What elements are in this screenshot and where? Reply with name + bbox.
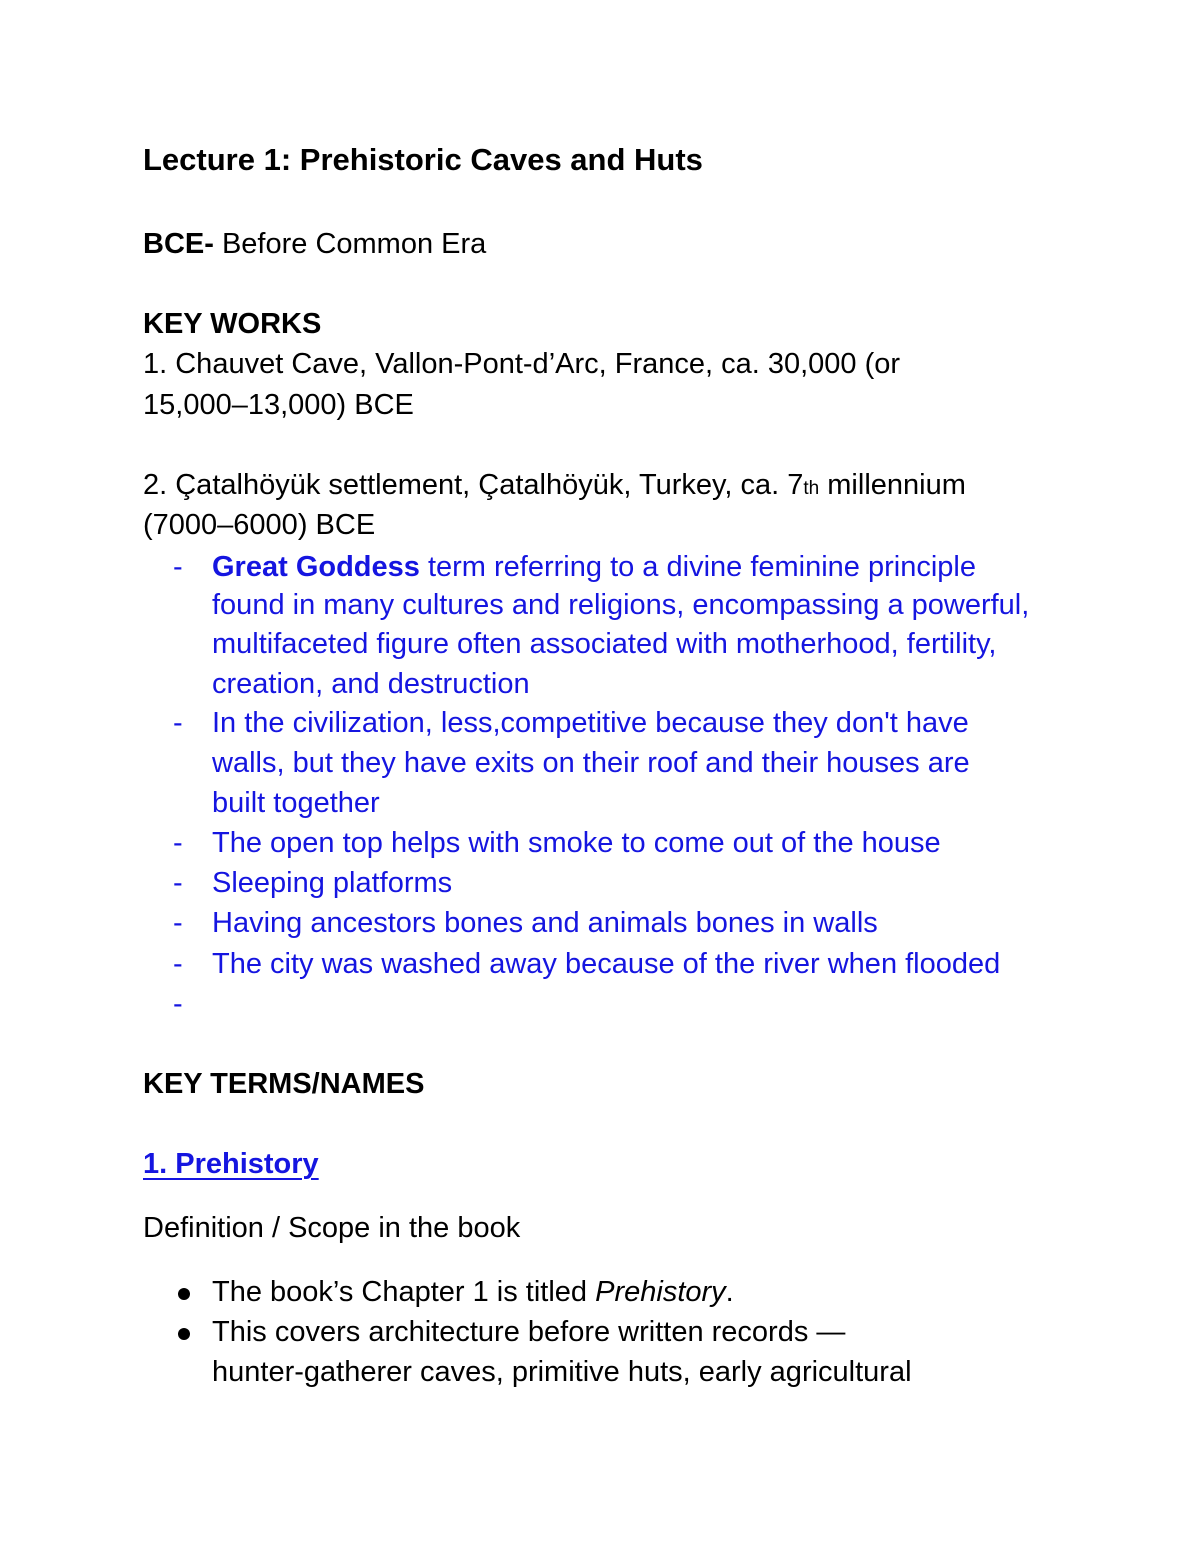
bce-text: Before Common Era [213,228,487,260]
note-dash: - [173,907,183,939]
key-terms-heading: KEY TERMS/NAMES [143,1068,425,1100]
bullet-icon [178,1288,190,1300]
bullet1-text-a: The book’s Chapter 1 is titled [212,1276,596,1308]
work2-text-b: millennium [819,469,966,501]
bce-definition [143,224,486,264]
prehistory-heading-link[interactable]: 1. Prehistory [143,1148,319,1180]
note-city: The city was washed away because of the river when flooded [212,948,1001,980]
note-great-goddess-l4: creation, and destruction [212,668,530,700]
page-title: Lecture 1: Prehistoric Caves and Huts [143,142,703,177]
bullet1-italic: Prehistory [595,1276,726,1308]
note-dash: - [173,827,183,859]
definition-label: Definition / Scope in the book [143,1212,521,1244]
work2-text-a: 2. Çatalhöyük settlement, Çatalhöyük, Turkey, ca. 7 [143,469,804,501]
note-dash-empty: - [173,988,183,1020]
key-works-heading: KEY WORKS [143,308,322,340]
bullet1-text [212,1272,734,1312]
note-sleeping: Sleeping platforms [212,867,453,899]
work2-line2: (7000–6000) BCE [143,509,376,541]
note-great-goddess-l3: multifaceted figure often associated with motherhood, fertility, [212,628,997,660]
note-open-top: The open top helps with smoke to come out of the house [212,827,941,859]
great-goddess-term: Great Goddess [212,551,420,583]
bullet1-text-b: . [725,1276,734,1308]
note-civilization-l3: built together [212,787,380,819]
note-dash: - [173,551,183,583]
note-dash: - [173,867,183,899]
bullet2-line2: hunter-gatherer caves, primitive huts, early agricultural [212,1356,912,1388]
great-goddess-text: term referring to a divine feminine principle [419,551,976,583]
note-civilization-l2: walls, but they have exits on their roof and their houses are [212,747,970,779]
work2-superscript: th [803,478,820,499]
bce-term: BCE- [143,228,214,260]
note-dash: - [173,707,183,739]
bullet2-line1: This covers architecture before written records — [212,1316,846,1348]
work1-line1: 1. Chauvet Cave, Vallon-Pont-d’Arc, France, ca. 30,000 (or [143,348,901,380]
note-civilization-l1: In the civilization, less,competitive because they don't have [212,707,969,739]
note-great-goddess-l1 [212,547,976,587]
bullet-icon [178,1328,190,1340]
prehistory-heading-row [143,1144,319,1184]
note-ancestors: Having ancestors bones and animals bones in walls [212,907,878,939]
work1-line2: 15,000–13,000) BCE [143,389,414,421]
note-dash: - [173,948,183,980]
work2-line1 [143,465,966,509]
note-great-goddess-l2: found in many cultures and religions, encompassing a powerful, [212,589,1030,621]
